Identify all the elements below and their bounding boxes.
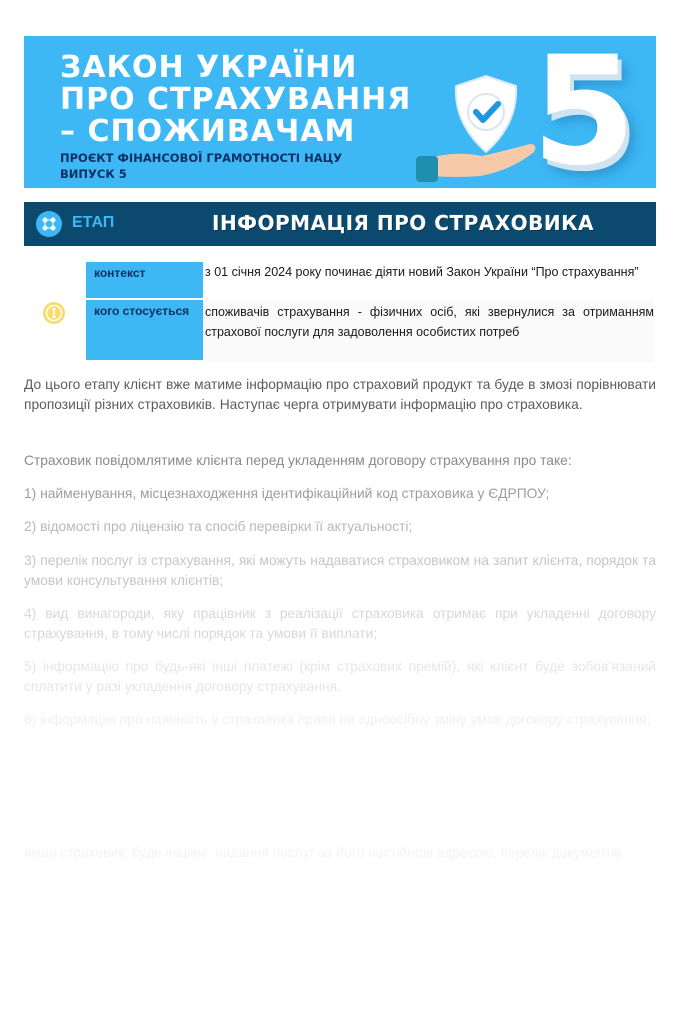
header-banner: [24, 36, 656, 188]
list-item: 3) перелік послуг із страхування, які можуть надаватися страховиком на запит клієнта, порядок та умови консультування клієнтів;: [24, 553, 656, 588]
banner-title-line: ПРО СТРАХУВАННЯ: [60, 82, 412, 117]
hand-icon: [416, 144, 535, 182]
context-label: контекст: [86, 262, 203, 300]
banner-subtitle: [60, 150, 342, 182]
info-row: [86, 300, 654, 362]
list-item: 2) відомості про ліцензію та спосіб перевірки її актуальності;: [24, 519, 413, 534]
project-name: ПРОЄКТ ФІНАНСОВОЇ ГРАМОТНОСТІ НАЦУ: [60, 151, 343, 165]
body-paragraph: якщо страховик, буде ініціює, надання послуг за його постійною адресою, перелік документів: [24, 845, 622, 860]
list-item: 5) інформацію про будь-які інші платежі (крім страхових премій), які клієнт буде зобов’язаний сплатити у разі укладення договору страхування.: [24, 659, 656, 694]
issue-number-graphic: 5: [531, 36, 636, 188]
list-item: 4) вид винагороди, яку працівник з реалізації страховика отримає при укладенні договору страхування, в тому числі порядок та умови її виплати;: [24, 606, 656, 641]
issue-label: ВИПУСК 5: [60, 167, 127, 181]
context-value: з 01 січня 2024 року починає діяти новий Закон України “Про страхування”: [205, 265, 639, 279]
banner-title: [60, 52, 411, 148]
info-table: [86, 262, 654, 362]
banner-title-line: – СПОЖИВАЧАМ: [60, 114, 356, 149]
coin-icon: [42, 301, 66, 325]
stage-title: ІНФОРМАЦІЯ ПРО СТРАХОВИКА: [212, 211, 594, 235]
list-item: 6) інформацію про наявність у страховика права на одноосібну зміну умов договору страхування;: [24, 712, 651, 727]
body-paragraph: Страховик повідомлятиме клієнта перед укладенням договору страхування про таке:: [24, 453, 572, 468]
info-row: [86, 262, 654, 300]
shield-check-icon: [412, 72, 542, 184]
stage-header: [24, 202, 656, 246]
stage-label: ЕТАП: [72, 214, 115, 231]
audience-label: кого стосується: [86, 300, 203, 360]
audience-value: споживачів страхування - фізичних осіб, які звернулися за отриманням страхової послуги для задоволення особистих потреб: [203, 300, 654, 362]
intro-paragraph: До цього етапу клієнт вже матиме інформацію про страховий продукт та буде в змозі порівнювати пропозиції різних страховиків. Наступає черга отримувати інформацію про страховика.: [24, 377, 656, 412]
network-icon: [36, 211, 62, 237]
banner-title-line: ЗАКОН УКРАЇНИ: [60, 50, 358, 85]
list-item: 1) найменування, місцезнаходження ідентифікаційний код страховика у ЄДРПОУ;: [24, 486, 550, 501]
